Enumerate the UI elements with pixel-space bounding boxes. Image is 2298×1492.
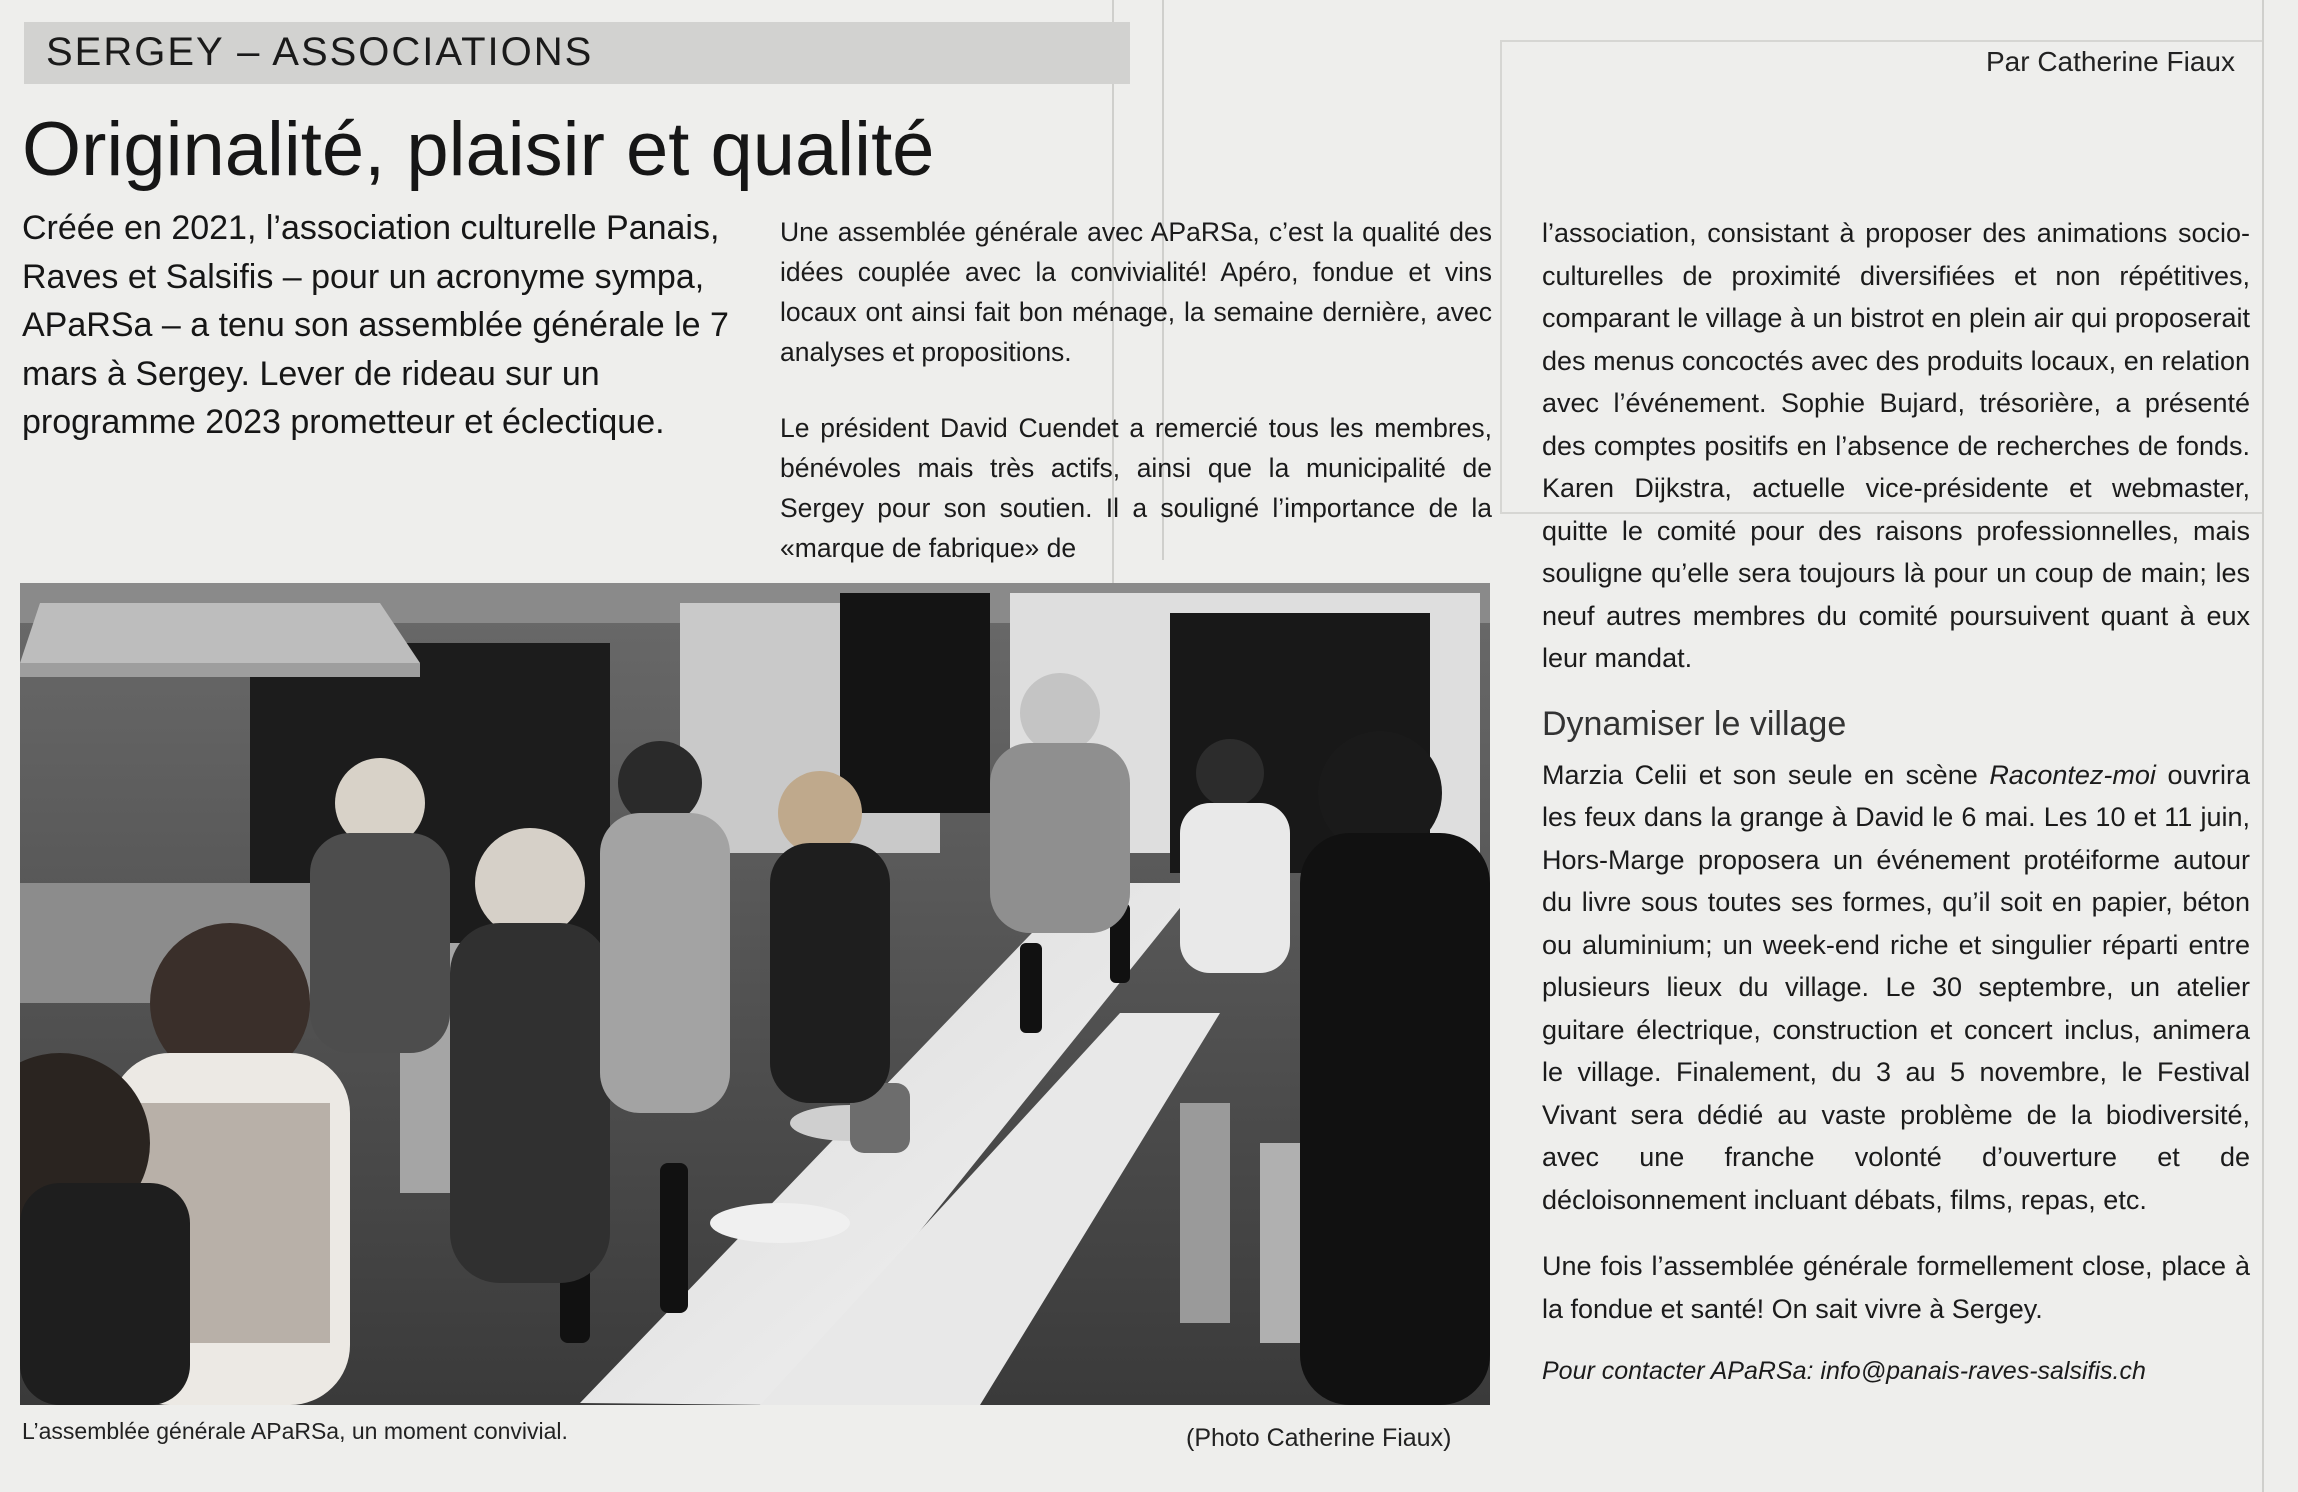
photo-illustration xyxy=(20,583,1490,1405)
event-photo xyxy=(20,583,1490,1405)
body-paragraph: Le président David Cuendet a remercié tous les membres, bénévoles mais très actifs, ainsi que la municipalité de Sergey pour son soutien. Il a souligné l’importance de la «marque de fabrique» de xyxy=(780,413,1492,563)
contact-email: info@panais-raves-salsifis.ch xyxy=(1820,1357,2146,1385)
bleed-through-divider xyxy=(2262,0,2264,1492)
section-header-bar xyxy=(24,22,1130,84)
article-intro: Créée en 2021, l’association culturelle Panais, Raves et Salsifis – pour un acronyme sympa, APaRSa – a tenu son assemblée générale le 7 mars à Sergey. Lever de rideau sur un programme 2023 prometteur et éclectique. xyxy=(22,209,729,442)
body-paragraph: Une fois l’assemblée générale formellement close, place à la fondue et santé! On sait vivre à Sergey. xyxy=(1542,1251,2250,1324)
section-label: SERGEY – ASSOCIATIONS xyxy=(46,30,594,74)
article-column-right xyxy=(1542,212,2250,1393)
text-run: ouvrira les feux dans la grange à David le 6 mai. Les 10 et 11 juin, Hors-Marge proposera un événement protéiforme autour du livre sous toutes ses formes, qu’il soit en papier, béton ou aluminium; un week-end riche et singulier réparti entre plusieurs lieux du village. Le 30 septembre, un atelier guitare électrique, construction et concert inclus, animera le village. Finalement, du 3 au 5 novembre, le Festival Vivant sera dédié au vaste problème de la biodiversité, avec une franche volonté d’ouverture et de décloisonnement incluant débats, films, repas, etc. xyxy=(1542,759,2250,1215)
body-paragraph: l’association, consistant à proposer des animations socio-culturelles de proximité diversifiées et non répétitives, comparant le village à un bistrot en plein air qui proposerait des menus concoctés avec des produits locaux, en relation avec l’événement. Sophie Bujard, trésorière, a présenté des comptes positifs en l’absence de recherches de fonds. Karen Dijkstra, actuelle vice-présidente et webmaster, quitte le comité pour des raisons professionnelles, mais souligne qu’elle sera toujours là pour un coup de main; les neuf autres membres du comité poursuivent quant à eux leur mandat. xyxy=(1542,218,2250,673)
contact-line xyxy=(1542,1350,2250,1393)
photo-caption: L’assemblée générale APaRSa, un moment convivial. xyxy=(22,1418,568,1444)
text-run: Marzia Celii et son seule en scène xyxy=(1542,759,1990,790)
article-headline: Originalité, plaisir et qualité xyxy=(22,107,935,192)
show-title: Racontez-moi xyxy=(1989,759,2156,790)
article-subheading: Dynamiser le village xyxy=(1542,704,1847,743)
body-paragraph xyxy=(1542,754,2250,1222)
author-byline: Par Catherine Fiaux xyxy=(1985,46,2235,77)
contact-label: Pour contacter APaRSa: xyxy=(1542,1357,1821,1385)
body-paragraph: Une assemblée générale avec APaRSa, c’est la qualité des idées couplée avec la convivialité! Apéro, fondue et vins locaux ont ainsi fait bon ménage, la semaine dernière, avec analyses et propositions. xyxy=(780,217,1492,367)
photo-credit: (Photo Catherine Fiaux) xyxy=(1186,1424,1452,1452)
article-column-middle xyxy=(780,212,1492,568)
